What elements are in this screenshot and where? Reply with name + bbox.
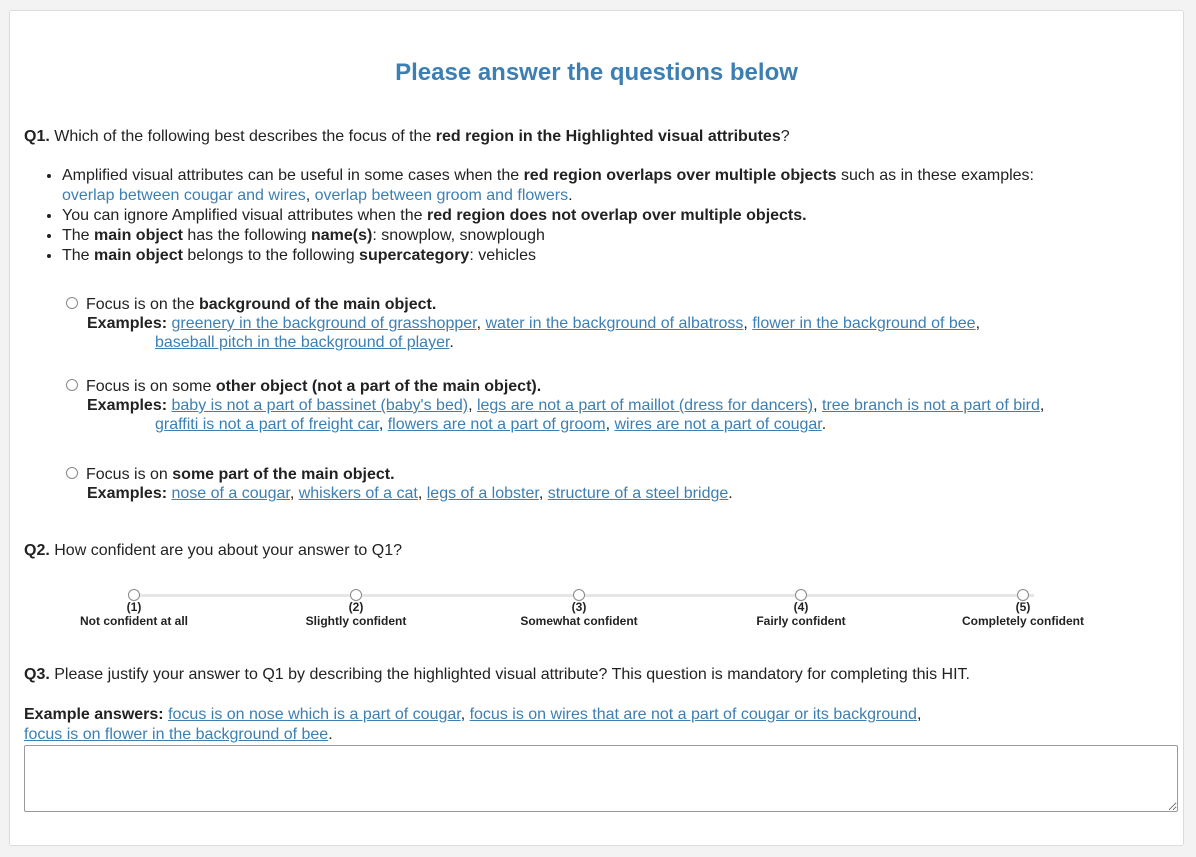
instruction-names [62, 226, 1192, 246]
instruction-text: such as in these examples: [836, 167, 1034, 184]
option-text: Focus is on some [86, 378, 216, 395]
instruction-bold: supercategory [359, 247, 470, 264]
q3-text: Please justify your answer to Q1 by describing the highlighted visual attribute? This question is mandatory for completing this HIT. [54, 666, 970, 683]
scale-label: Slightly confident [305, 614, 407, 628]
scale-num: (3) [571, 600, 587, 614]
instruction-text: The [62, 227, 95, 244]
confidence-scale [34, 587, 1134, 637]
instruction-bold: red region overlaps over multiple objects [523, 167, 837, 184]
instruction-bold: red region does not overlap over multiple objects. [426, 207, 807, 224]
example-answer-link[interactable]: focus is on nose which is a part of cougar [168, 706, 461, 723]
example-link[interactable]: water in the background of albatross [485, 315, 744, 332]
scale-option-5[interactable] [923, 587, 1123, 629]
option-bold: background of the main object. [198, 296, 437, 313]
scale-label: Not confident at all [80, 614, 188, 628]
q1-text-after: ? [780, 128, 790, 145]
justification-textarea[interactable] [24, 745, 1178, 812]
instruction-supercategory [62, 246, 1192, 266]
scale-option-3[interactable] [479, 587, 679, 629]
scale-label: Fairly confident [756, 614, 846, 628]
q1-text-bold: red region in the Highlighted visual attributes [435, 128, 781, 145]
scale-num: (1) [126, 600, 142, 614]
q1-instructions [24, 166, 1192, 266]
instruction-bold: main object [94, 227, 183, 244]
example-link[interactable]: flower in the background of bee [752, 315, 976, 332]
q3-examples: Example answers: focus is on nose which is a part of cougar, focus is on wires that are not a part of cougar or its background, focus is on flower in the background of bee. [24, 706, 922, 743]
option-text: Focus is on [86, 466, 173, 483]
instruction-text: : snowplow, snowplough [372, 227, 545, 244]
q2-label: Q2. [24, 542, 50, 559]
examples-label: Examples: [87, 397, 168, 414]
option-background: Focus is on the background of the main object. Examples: greenery in the background of grasshopper, water in the background of albatross, flower in the background of bee, baseball pitch in the background of player. [66, 295, 980, 352]
example-link[interactable]: tree branch is not a part of bird [822, 397, 1040, 414]
radio-background[interactable] [66, 297, 78, 309]
scale-num: (5) [1015, 600, 1031, 614]
option-other-object: Focus is on some other object (not a part of the main object). Examples: baby is not a part of bassinet (baby's bed), legs are not a part of maillot (dress for dancers), tree branch is not a part of bird, graffiti is not a part of freight car, flowers are not a part of groom, wires are not a part of cougar. [66, 377, 1044, 434]
instruction-text: : vehicles [469, 247, 537, 264]
example-link[interactable]: flowers are not a part of groom [387, 416, 606, 433]
example-answer-link[interactable]: focus is on flower in the background of bee [24, 726, 329, 743]
instruction-amplified [62, 166, 1192, 206]
radio-part-of-object[interactable] [66, 467, 78, 479]
radio-other-object[interactable] [66, 379, 78, 391]
instruction-text: Amplified visual attributes can be useful in some cases when the [62, 167, 524, 184]
q3-question [24, 665, 970, 685]
instruction-bold: name(s) [311, 227, 373, 244]
example-link[interactable]: baseball pitch in the background of player [155, 334, 450, 351]
instruction-text: You can ignore Amplified visual attributes when the [62, 207, 427, 224]
example-link[interactable]: structure of a steel bridge [547, 485, 729, 502]
scale-label: Somewhat confident [520, 614, 638, 628]
scale-num: (4) [793, 600, 809, 614]
example-link[interactable]: graffiti is not a part of freight car [155, 416, 379, 433]
example-answer-link[interactable]: focus is on wires that are not a part of cougar or its background [469, 706, 917, 723]
scale-label: Completely confident [961, 614, 1084, 628]
scale-option-2[interactable] [256, 587, 456, 629]
link-overlap-groom-flowers[interactable]: overlap between groom and flowers [314, 187, 569, 204]
q3-examples-label: Example answers: [24, 706, 164, 723]
instruction-text: has the following [182, 227, 311, 244]
example-link[interactable]: greenery in the background of grasshopper [171, 315, 477, 332]
q3-label: Q3. [24, 666, 50, 683]
example-link[interactable]: whiskers of a cat [298, 485, 418, 502]
separator: . [568, 187, 573, 204]
instruction-ignore [62, 206, 1192, 226]
examples-label: Examples: [87, 315, 168, 332]
q1-label: Q1. [24, 128, 50, 145]
q2-text: How confident are you about your answer to Q1? [54, 542, 403, 559]
option-text: Focus is on the [86, 296, 199, 313]
link-overlap-cougar-wires[interactable]: overlap between cougar and wires [62, 187, 306, 204]
instruction-bold: main object [94, 247, 183, 264]
separator: , [305, 187, 315, 204]
option-part-of-object: Focus is on some part of the main object. Examples: nose of a cougar, whiskers of a cat, legs of a lobster, structure of a steel bridge. [66, 465, 733, 503]
example-link[interactable]: legs of a lobster [426, 485, 539, 502]
option-bold: other object (not a part of the main object). [215, 378, 542, 395]
option-bold: some part of the main object. [172, 466, 395, 483]
q1-text-before: Which of the following best describes the focus of the [54, 128, 436, 145]
scale-num: (2) [348, 600, 364, 614]
example-link[interactable]: wires are not a part of cougar [614, 416, 822, 433]
page-title: Please answer the questions below [395, 59, 798, 86]
scale-option-1[interactable] [34, 587, 234, 629]
survey-card [9, 10, 1184, 846]
instruction-text: The [62, 247, 95, 264]
instruction-text: belongs to the following [182, 247, 360, 264]
examples-label: Examples: [87, 485, 168, 502]
q1-question [24, 127, 790, 147]
example-link[interactable]: nose of a cougar [171, 485, 290, 502]
example-link[interactable]: legs are not a part of maillot (dress for dancers) [476, 397, 814, 414]
example-link[interactable]: baby is not a part of bassinet (baby's bed) [171, 397, 469, 414]
scale-option-4[interactable] [701, 587, 901, 629]
q2-question [24, 541, 402, 561]
